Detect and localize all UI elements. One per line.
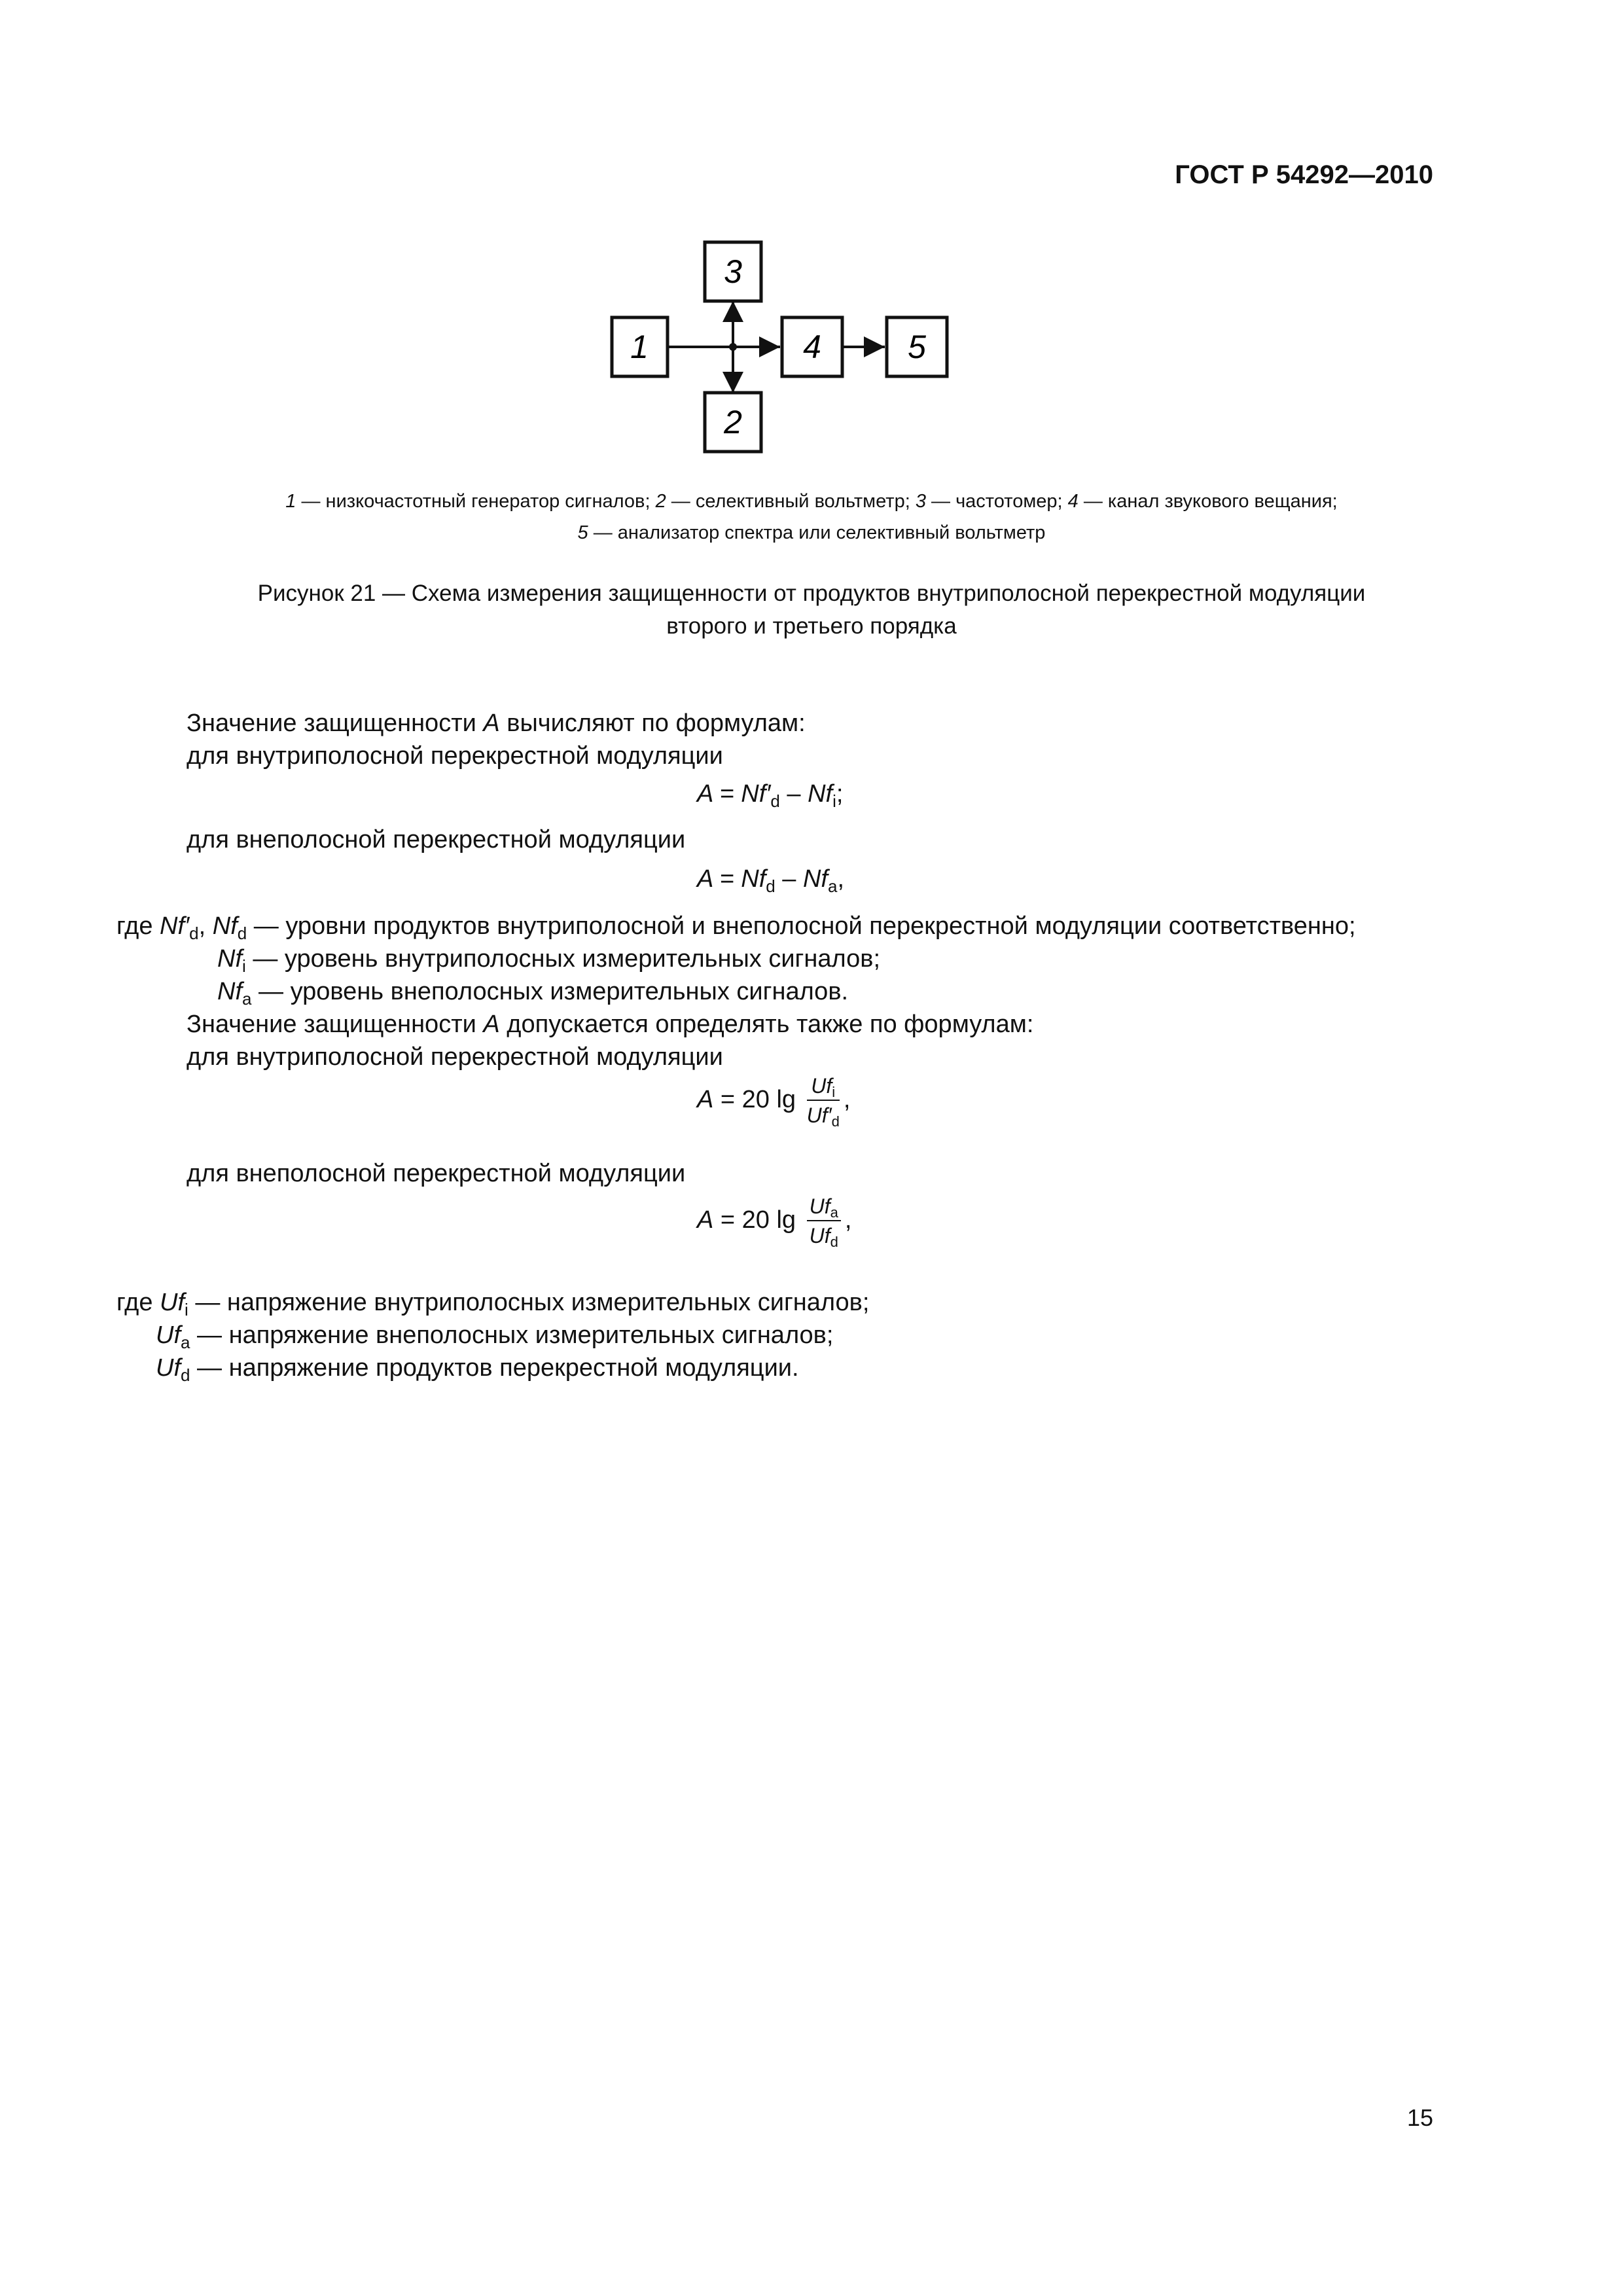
legend-text: — селективный вольтметр;: [666, 491, 916, 512]
formula-end: ,: [843, 1086, 851, 1114]
formula-sub: i: [832, 791, 836, 811]
where-line-1: [116, 910, 1356, 942]
sub: d: [181, 1365, 190, 1385]
paragraph-outband: для внеполосной перекрестной модуляции: [187, 826, 686, 853]
formula-end: ;: [836, 780, 844, 808]
sub: i: [832, 1084, 836, 1100]
formula-1: [697, 778, 843, 810]
text: — напряжение продуктов перекрестной модуляции.: [190, 1354, 799, 1382]
block-1-label: 1: [630, 329, 649, 365]
text: Значение защищенности: [187, 1011, 484, 1038]
symbol-A: A: [483, 709, 500, 737]
text: — уровень внеполосных измерительных сигналов.: [251, 978, 849, 1005]
sub: d: [237, 924, 247, 943]
term: Nf: [212, 912, 238, 940]
document-id: ГОСТ Р 54292—2010: [1175, 160, 1433, 189]
legend-text: — частотомер;: [925, 491, 1068, 512]
formula-text: A: [697, 1206, 714, 1234]
legend-num: 2: [655, 491, 666, 512]
paragraph-inband: для внутриполосной перекрестной модуляции: [187, 742, 723, 770]
paragraph-inband-2: для внутриполосной перекрестной модуляции: [187, 1043, 723, 1071]
fraction: [807, 1073, 840, 1128]
formula-text: A =: [697, 780, 741, 808]
formula-term: Nf′: [741, 780, 771, 808]
sub: a: [242, 989, 252, 1009]
figure-caption-line-2: второго и третьего порядка: [666, 613, 957, 639]
symbol-A: A: [483, 1011, 500, 1038]
formula-text: = 20 lg: [713, 1086, 803, 1114]
term: Uf: [160, 1289, 185, 1316]
formula-op: –: [775, 865, 803, 893]
legend-text: — низкочастотный генератор сигналов;: [296, 491, 656, 512]
sub: a: [181, 1333, 190, 1352]
where-line-4: [116, 1286, 869, 1319]
sub: d: [189, 924, 199, 943]
formula-2: [697, 863, 844, 895]
formula-3: [697, 1073, 850, 1128]
text: — напряжение внутриполосных измерительных сигналов;: [188, 1289, 870, 1316]
fraction-denominator: [807, 1101, 840, 1128]
formula-text: A =: [697, 865, 741, 893]
text: допускается определять также по формулам:: [499, 1011, 1034, 1038]
sub: a: [830, 1204, 838, 1221]
formula-sub: d: [766, 876, 776, 896]
fraction: [807, 1194, 841, 1249]
page-number: 15: [1406, 2104, 1433, 2131]
figure-caption-line-1: Рисунок 21 — Схема измерения защищенности от продуктов внутриполосной перекрестной модуляции: [257, 581, 1366, 606]
where-line-6: [156, 1352, 799, 1384]
term: Uf: [809, 1224, 830, 1247]
legend-num: 1: [285, 491, 296, 512]
fraction-numerator: [807, 1194, 841, 1221]
term: Uf: [809, 1194, 830, 1218]
term: Nf: [217, 978, 242, 1005]
block-4: [782, 317, 842, 376]
paragraph-alt-formulas: [187, 1008, 1033, 1041]
formula-4: [697, 1194, 851, 1249]
term: Uf: [156, 1321, 181, 1349]
text: ,: [198, 912, 213, 940]
measurement-scheme-diagram: [609, 239, 962, 455]
sub: i: [242, 956, 246, 976]
block-2-label: 2: [724, 404, 742, 440]
term: Uf′: [806, 1103, 832, 1127]
legend-num: 5: [577, 522, 588, 543]
block-1: [612, 317, 668, 376]
paragraph-intro: [187, 707, 806, 740]
formula-op: –: [779, 780, 808, 808]
text: вычисляют по формулам:: [499, 709, 806, 737]
term: Nf′: [160, 912, 190, 940]
legend-text: — анализатор спектра или селективный вольтметр: [588, 522, 1046, 543]
block-4-label: 4: [803, 329, 821, 365]
paragraph-outband-2: для внеполосной перекрестной модуляции: [187, 1160, 686, 1187]
formula-text: A: [697, 1086, 714, 1114]
where-line-2: [217, 942, 880, 975]
sub: d: [831, 1113, 840, 1130]
text: где: [116, 912, 160, 940]
block-2: [705, 393, 761, 452]
text: Значение защищенности: [187, 709, 484, 737]
block-5-label: 5: [908, 329, 926, 365]
figure-legend-line-2: [0, 517, 1623, 548]
formula-term: Nf: [802, 865, 828, 893]
block-3: [705, 242, 761, 301]
term: Nf: [217, 945, 242, 973]
formula-end: ,: [837, 865, 844, 893]
formula-term: Nf: [808, 780, 833, 808]
text: — уровень внутриполосных измерительных сигналов;: [245, 945, 881, 973]
legend-num: 3: [915, 491, 926, 512]
fraction-numerator: [807, 1073, 840, 1101]
where-line-3: [217, 975, 848, 1008]
block-5: [887, 317, 947, 376]
legend-num: 4: [1067, 491, 1079, 512]
figure-legend-line-1: [0, 486, 1623, 517]
formula-sub: a: [827, 876, 838, 896]
junction-node: [729, 343, 737, 351]
formula-term: Nf: [741, 865, 766, 893]
formula-end: ,: [844, 1206, 852, 1234]
formula-text: = 20 lg: [713, 1206, 803, 1234]
formula-sub: d: [770, 791, 780, 811]
block-3-label: 3: [724, 253, 742, 290]
where-line-5: [156, 1319, 833, 1352]
text: — уровни продуктов внутриполосной и внеполосной перекрестной модуляции соответственно;: [247, 912, 1356, 940]
sub: d: [830, 1234, 838, 1250]
term: Uf: [156, 1354, 181, 1382]
sub: i: [185, 1300, 188, 1319]
text: где: [116, 1289, 160, 1316]
term: Uf: [811, 1074, 832, 1098]
fraction-denominator: [807, 1221, 841, 1249]
legend-text: — канал звукового вещания;: [1078, 491, 1338, 512]
text: — напряжение внеполосных измерительных сигналов;: [190, 1321, 834, 1349]
